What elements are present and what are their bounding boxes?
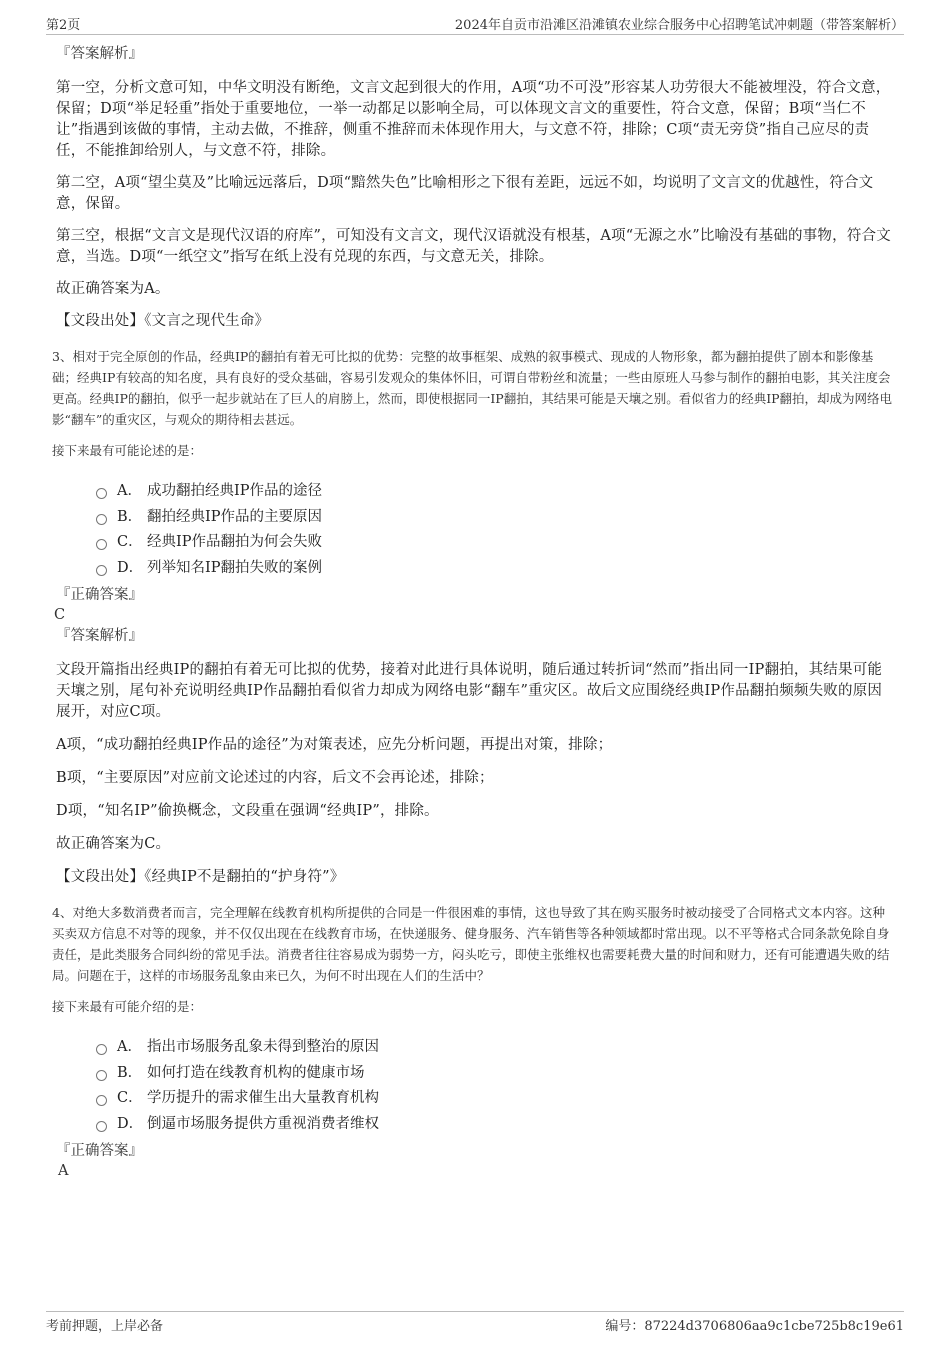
answer-conclusion: 故正确答案为C。	[56, 836, 171, 852]
radio-icon[interactable]	[96, 565, 107, 576]
analysis-paragraph: 第一空，分析文意可知，中华文明没有断绝，文言文起到很大的作用，A项“功不可没”形容某人功劳很大不能被埋没，符合文意，保留；D项“举足轻重”指处于重要地位，一举一动都足以影响全局，可以体现文言文的重要性，符合文意，保留；B项“当仁不让”指遇到该做的事情，主动去做，不推辞，侧重不推辞而未体现作用大，与文意不符，排除；C项“责无旁贷”指自己应尽的责任，不能推卸给别人，与文意不符，排除。	[56, 80, 891, 159]
correct-answer: C	[54, 607, 66, 623]
correct-answer-label: 『正确答案』	[56, 1143, 143, 1159]
option-text: 翻拍经典IP作品的主要原因	[147, 508, 322, 525]
option-text: 倒逼市场服务提供方重视消费者维权	[147, 1115, 379, 1132]
analysis-paragraph: B项，“主要原因”对应前文论述过的内容，后文不会再论述，排除；	[56, 770, 494, 786]
footer-slogan: 考前押题，上岸必备	[46, 1319, 164, 1334]
question-stem: 3、相对于完全原创的作品，经典IP的翻拍有着无可比拟的优势：完整的故事框架、成熟的叙事模式、现成的人物形象，都为翻拍提供了剧本和影像基础；经典IP有较高的知名度，具有良好的受众基础，容易引发观众的集体怀旧，可谓自带粉丝和流量；一些由原班人马参与制作的翻拍电影，其关注度会更高。经典IP的翻拍，似乎一起步就站在了巨人的肩膀上，然而，即使根据同一IP翻拍，其结果可能是天壤之别。看似省力的经典IP翻拍，却成为网络电影“翻车”的重灾区，与观众的期待相去甚远。	[52, 349, 893, 427]
question-prompt: 接下来最有可能论述的是：	[52, 443, 203, 458]
radio-icon[interactable]	[96, 1121, 107, 1132]
option-text: 指出市场服务乱象未得到整治的原因	[147, 1039, 379, 1055]
document-title: 2024年自贡市沿滩区沿滩镇农业综合服务中心招聘笔试冲刺题（带答案解析）	[454, 18, 904, 33]
analysis-label: 『答案解析』	[56, 628, 143, 644]
document-body	[52, 44, 896, 1181]
option-list	[96, 1035, 896, 1137]
option-text: 成功翻拍经典IP作品的途径	[147, 483, 322, 499]
option-text: 如何打造在线教育机构的健康市场	[147, 1064, 365, 1081]
analysis-paragraph: 第三空，根据“文言文是现代汉语的府库”，可知没有文言文，现代汉语就没有根基，A项“无源之水”比喻没有基础的事物，符合文意，当选。D项“一纸空文”指写在纸上没有兑现的东西，与文意无关，排除。	[56, 228, 891, 265]
page-number: 第2页	[46, 18, 81, 33]
correct-answer: A	[58, 1163, 69, 1179]
analysis-paragraph: A项，“成功翻拍经典IP作品的途径”为对策表述，应先分析问题，再提出对策，排除；	[56, 737, 613, 753]
page-header	[46, 14, 904, 35]
question-stem: 4、对绝大多数消费者而言，完全理解在线教育机构所提供的合同是一件很困难的事情，这也导致了其在购买服务时被动接受了合同格式文本内容。这种买卖双方信息不对等的现象，并不仅仅出现在在线教育市场，在快递服务、健身服务、汽车销售等各种领域都时常出现。以不平等格式合同条款免除自身责任，是此类服务合同纠纷的常见手法。消费者往往容易成为弱势一方，闷头吃亏，即使主张维权也需要耗费大量的时间和财力，还有可能遭遇失败的结局。问题在于，这样的市场服务乱象由来已久，为何不时出现在人们的生活中？	[52, 905, 890, 983]
question-prompt: 接下来最有可能介绍的是：	[52, 999, 203, 1014]
option-text: 学历提升的需求催生出大量教育机构	[147, 1090, 379, 1106]
option-b[interactable]: B． 翻拍经典IP作品的主要原因	[96, 505, 896, 531]
option-b[interactable]: B． 如何打造在线教育机构的健康市场	[96, 1061, 896, 1087]
analysis-label: 『答案解析』	[56, 46, 143, 62]
option-d[interactable]: D． 倒逼市场服务提供方重视消费者维权	[96, 1112, 896, 1138]
analysis-paragraph: 文段开篇指出经典IP的翻拍有着无可比拟的优势，接着对此进行具体说明，随后通过转折词“然而”指出同一IP翻拍，其结果可能天壤之别，尾句补充说明经典IP作品翻拍看似省力却成为网络电影“翻车”重灾区。故后文应围绕经典IP作品翻拍频频失败的原因展开，对应C项。	[56, 662, 883, 720]
radio-icon[interactable]	[96, 1095, 107, 1106]
option-c[interactable]: C． 学历提升的需求催生出大量教育机构	[96, 1086, 896, 1112]
answer-conclusion: 故正确答案为A。	[56, 281, 170, 297]
footer-serial: 编号：87224d3706806aa9c1cbe725b8c19e61	[605, 1319, 904, 1334]
radio-icon[interactable]	[96, 488, 107, 499]
option-text: 列举知名IP翻拍失败的案例	[147, 559, 322, 576]
radio-icon[interactable]	[96, 1070, 107, 1081]
source-citation: 【文段出处】《文言之现代生命》	[56, 313, 270, 329]
source-citation: 【文段出处】《经典IP不是翻拍的“护身符”》	[56, 869, 345, 885]
radio-icon[interactable]	[96, 514, 107, 525]
option-a[interactable]: A． 成功翻拍经典IP作品的途径	[96, 479, 896, 505]
option-text: 经典IP作品翻拍为何会失败	[147, 534, 322, 550]
radio-icon[interactable]	[96, 1044, 107, 1055]
page-footer	[46, 1311, 904, 1334]
option-d[interactable]: D． 列举知名IP翻拍失败的案例	[96, 556, 896, 582]
radio-icon[interactable]	[96, 539, 107, 550]
correct-answer-label: 『正确答案』	[56, 587, 143, 603]
option-c[interactable]: C． 经典IP作品翻拍为何会失败	[96, 530, 896, 556]
option-a[interactable]: A． 指出市场服务乱象未得到整治的原因	[96, 1035, 896, 1061]
analysis-paragraph: 第二空，A项“望尘莫及”比喻远远落后，D项“黯然失色”比喻相形之下很有差距，远远不如，均说明了文言文的优越性，符合文意，保留。	[56, 175, 874, 212]
analysis-paragraph: D项，“知名IP”偷换概念，文段重在强调“经典IP”，排除。	[56, 803, 439, 819]
option-list	[96, 479, 896, 581]
